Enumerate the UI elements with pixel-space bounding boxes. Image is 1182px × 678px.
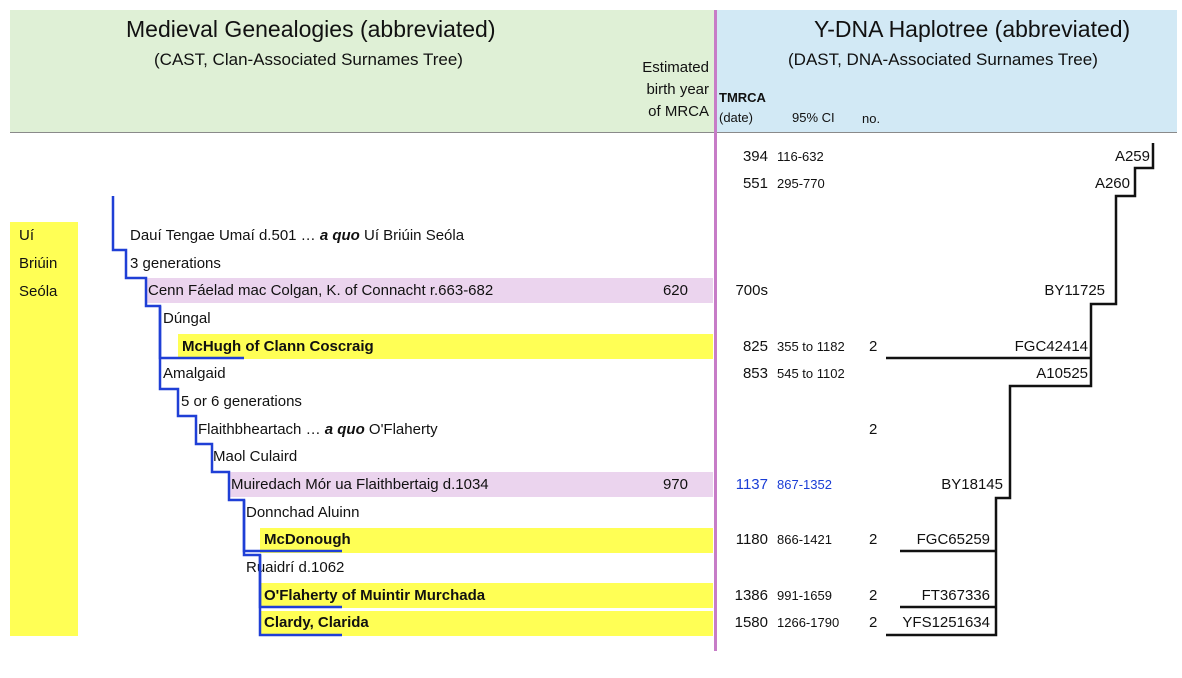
ci-value: 991-1659 [777,588,832,603]
snp-label: BY11725 [1044,282,1105,299]
count-value: 2 [869,587,878,604]
column-divider [714,10,717,651]
genealogy-branch-oflaherty [260,555,342,607]
no-header: no. [862,111,881,126]
ci-value: 355 to 1182 [777,339,845,354]
tmrca-value: 1580 [734,614,768,631]
haplotree-main-line [996,143,1153,555]
birth-col-line3: of MRCA [648,103,709,120]
genealogy-branch-mchugh [160,306,244,358]
birth-col-line1: Estimated [642,59,709,76]
a-quo-note: a quo [324,421,365,438]
genealogy-name: Dauí Tengae Umaí d.501 … [130,227,320,244]
snp-label: A260 [1094,175,1130,192]
haplotree-branch-ysf [886,555,996,635]
ci-header: 95% CI [792,110,835,125]
ci-value: 866-1421 [777,532,832,547]
genealogy-branch-mcdonough [244,500,342,551]
ci-value: 867-1352 [777,477,832,492]
right-title: Y-DNA Haplotree (abbreviated) [814,16,1131,42]
tmrca-header: TMRCA [719,90,766,105]
tmrca-value: 1180 [735,531,768,548]
haplotree-lines [886,143,1153,635]
genealogy-name: Flaithbheartach … [198,421,325,438]
genealogy-name: Ruaidrí d.1062 [246,559,345,576]
snp-label: FGC65259 [916,531,990,548]
tmrca-value: 1137 [735,476,768,493]
count-value: 2 [869,338,878,355]
genealogy-name: Clardy, Clarida [264,614,369,631]
genealogy-name: Amalgaid [163,365,226,382]
tmrca-value: 551 [742,175,768,192]
snp-label: A259 [1114,148,1150,165]
genealogy-name: Donnchad Aluinn [246,504,360,521]
genealogy-name: Cenn Fáelad mac Colgan, K. of Connacht r.663-682 [148,282,494,299]
genealogy-name: McDonough [264,531,351,548]
ci-value: 295-770 [777,176,825,191]
left-title: Medieval Genealogies (abbreviated) [126,16,496,42]
genealogy-name: McHugh of Clann Coscraig [182,338,374,355]
clan-label-line3: Seóla [19,283,58,300]
snp-label: FGC42414 [1014,338,1088,355]
tmrca-value: 1386 [734,587,768,604]
left-subtitle: (CAST, Clan-Associated Surnames Tree) [154,50,463,69]
count-value: 2 [869,421,878,438]
genealogy-name: Maol Culaird [213,448,298,465]
count-value: 2 [869,614,878,631]
tmrca-subheader: (date) [719,110,753,125]
genealogy-name: Muiredach Mór ua Flaithbertaig d.1034 [231,476,489,493]
right-subtitle: (DAST, DNA-Associated Surnames Tree) [788,50,1098,69]
birth-year: 620 [662,282,688,299]
count-value: 2 [869,531,878,548]
tmrca-value: 700s [735,282,768,299]
clan-label-line2: Briúin [19,255,58,272]
birth-col-line2: birth year [646,81,709,98]
tmrca-value: 394 [742,148,768,165]
snp-label: YFS1251634 [902,614,990,631]
genealogy-name: 5 or 6 generations [181,393,302,410]
snp-label: BY18145 [941,476,1003,493]
snp-label: FT367336 [921,587,990,604]
ci-value: 1266-1790 [777,615,840,630]
ci-value: 116-632 [777,149,824,164]
genealogy-name-suffix: Uí Briúin Seóla [359,227,465,244]
tmrca-value: 853 [742,365,768,382]
clan-label-line1: Uí [19,227,34,244]
tmrca-value: 825 [742,338,768,355]
genealogy-name-suffix: O'Flaherty [364,421,438,438]
genealogy-name: Dúngal [163,310,211,327]
genealogy-name: 3 generations [130,255,221,272]
birth-year: 970 [662,476,688,493]
snp-label: A10525 [1036,365,1088,382]
a-quo-note: a quo [319,227,360,244]
ci-value: 545 to 1102 [777,366,845,381]
genealogy-name: O'Flaherty of Muintir Murchada [264,587,486,604]
